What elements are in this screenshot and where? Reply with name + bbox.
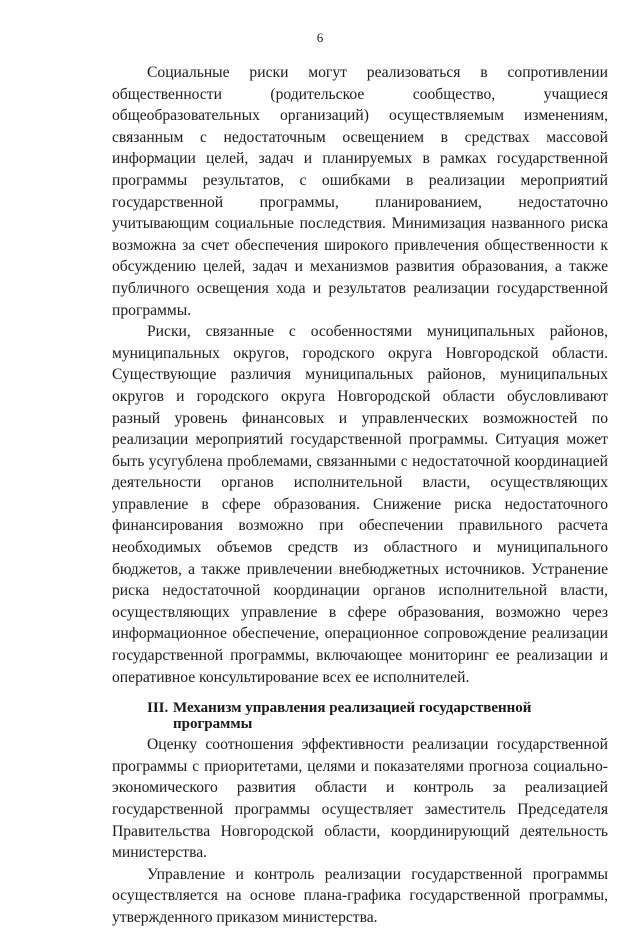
paragraph-municipal-risks: Риски, связанные с особенностями муниципальных районов, муниципальных округов, городского округа Новгородской области. Существующие различия муниципальных районов, муниципальных округов и городского округа Новгородской области обусловливают разный уровень финансовых и управленческих возможностей по реализации мероприятий государственной программы. Ситуация может быть усугублена проблемами, связанными с недостаточной координацией деятельности органов исполнительной власти, осуществляющих управление в сфере образования. Снижение риска недостаточного финансирования возможно при обеспечении правильного расчета необходимых объемов средств из областного и муниципального бюджетов, а также привлечении внебюджетных источников. Устранение риска недостаточной координации органов исполнительной власти, осуществляющих управление в сфере образования, возможно через информационное обеспечение, операционное сопровождение реализации государственной программы, включающее мониторинг ее реализации и оперативное консультирование всех ее исполнителей. xyxy=(112,323,608,686)
document-body xyxy=(112,62,608,929)
paragraph-social-risks: Социальные риски могут реализоваться в сопротивлении общественности (родительское сообщество, учащиеся общеобразовательных организаций) осуществляемым изменениям, связанным с недостаточным освещением в средствах массовой информации целей, задач и планируемых в рамках государственной программы результатов, с ошибками в реализации мероприятий государственной программы, планированием, недостаточно учитывающим социальные последствия. Минимизация названного риска возможна за счет обеспечения широкого привлечения общественности к обсуждению целей, задач и механизмов развития образования, а также публичного освещения хода и результатов реализации государственной программы. xyxy=(112,64,608,319)
section-heading xyxy=(112,700,608,732)
paragraph-evaluation: Оценку соотношения эффективности реализации государственной программы с приоритетами, целями и показателями прогноза социально-экономического развития области и контроль за реализацией государственной программы осуществляет заместитель Председателя Правительства Новгородской области, координирующий деятельность министерства. xyxy=(112,736,608,862)
section-number: III. xyxy=(147,700,169,717)
paragraph-management-control: Управление и контроль реализации государственной программы осуществляется на основе плана-графика государственной программы, утвержденного приказом министерства. xyxy=(112,865,608,926)
section-title-line-2: программы xyxy=(173,716,253,733)
page-number: 6 xyxy=(316,30,324,45)
section-title-line-1: Механизм управления реализацией государственной xyxy=(173,700,532,717)
